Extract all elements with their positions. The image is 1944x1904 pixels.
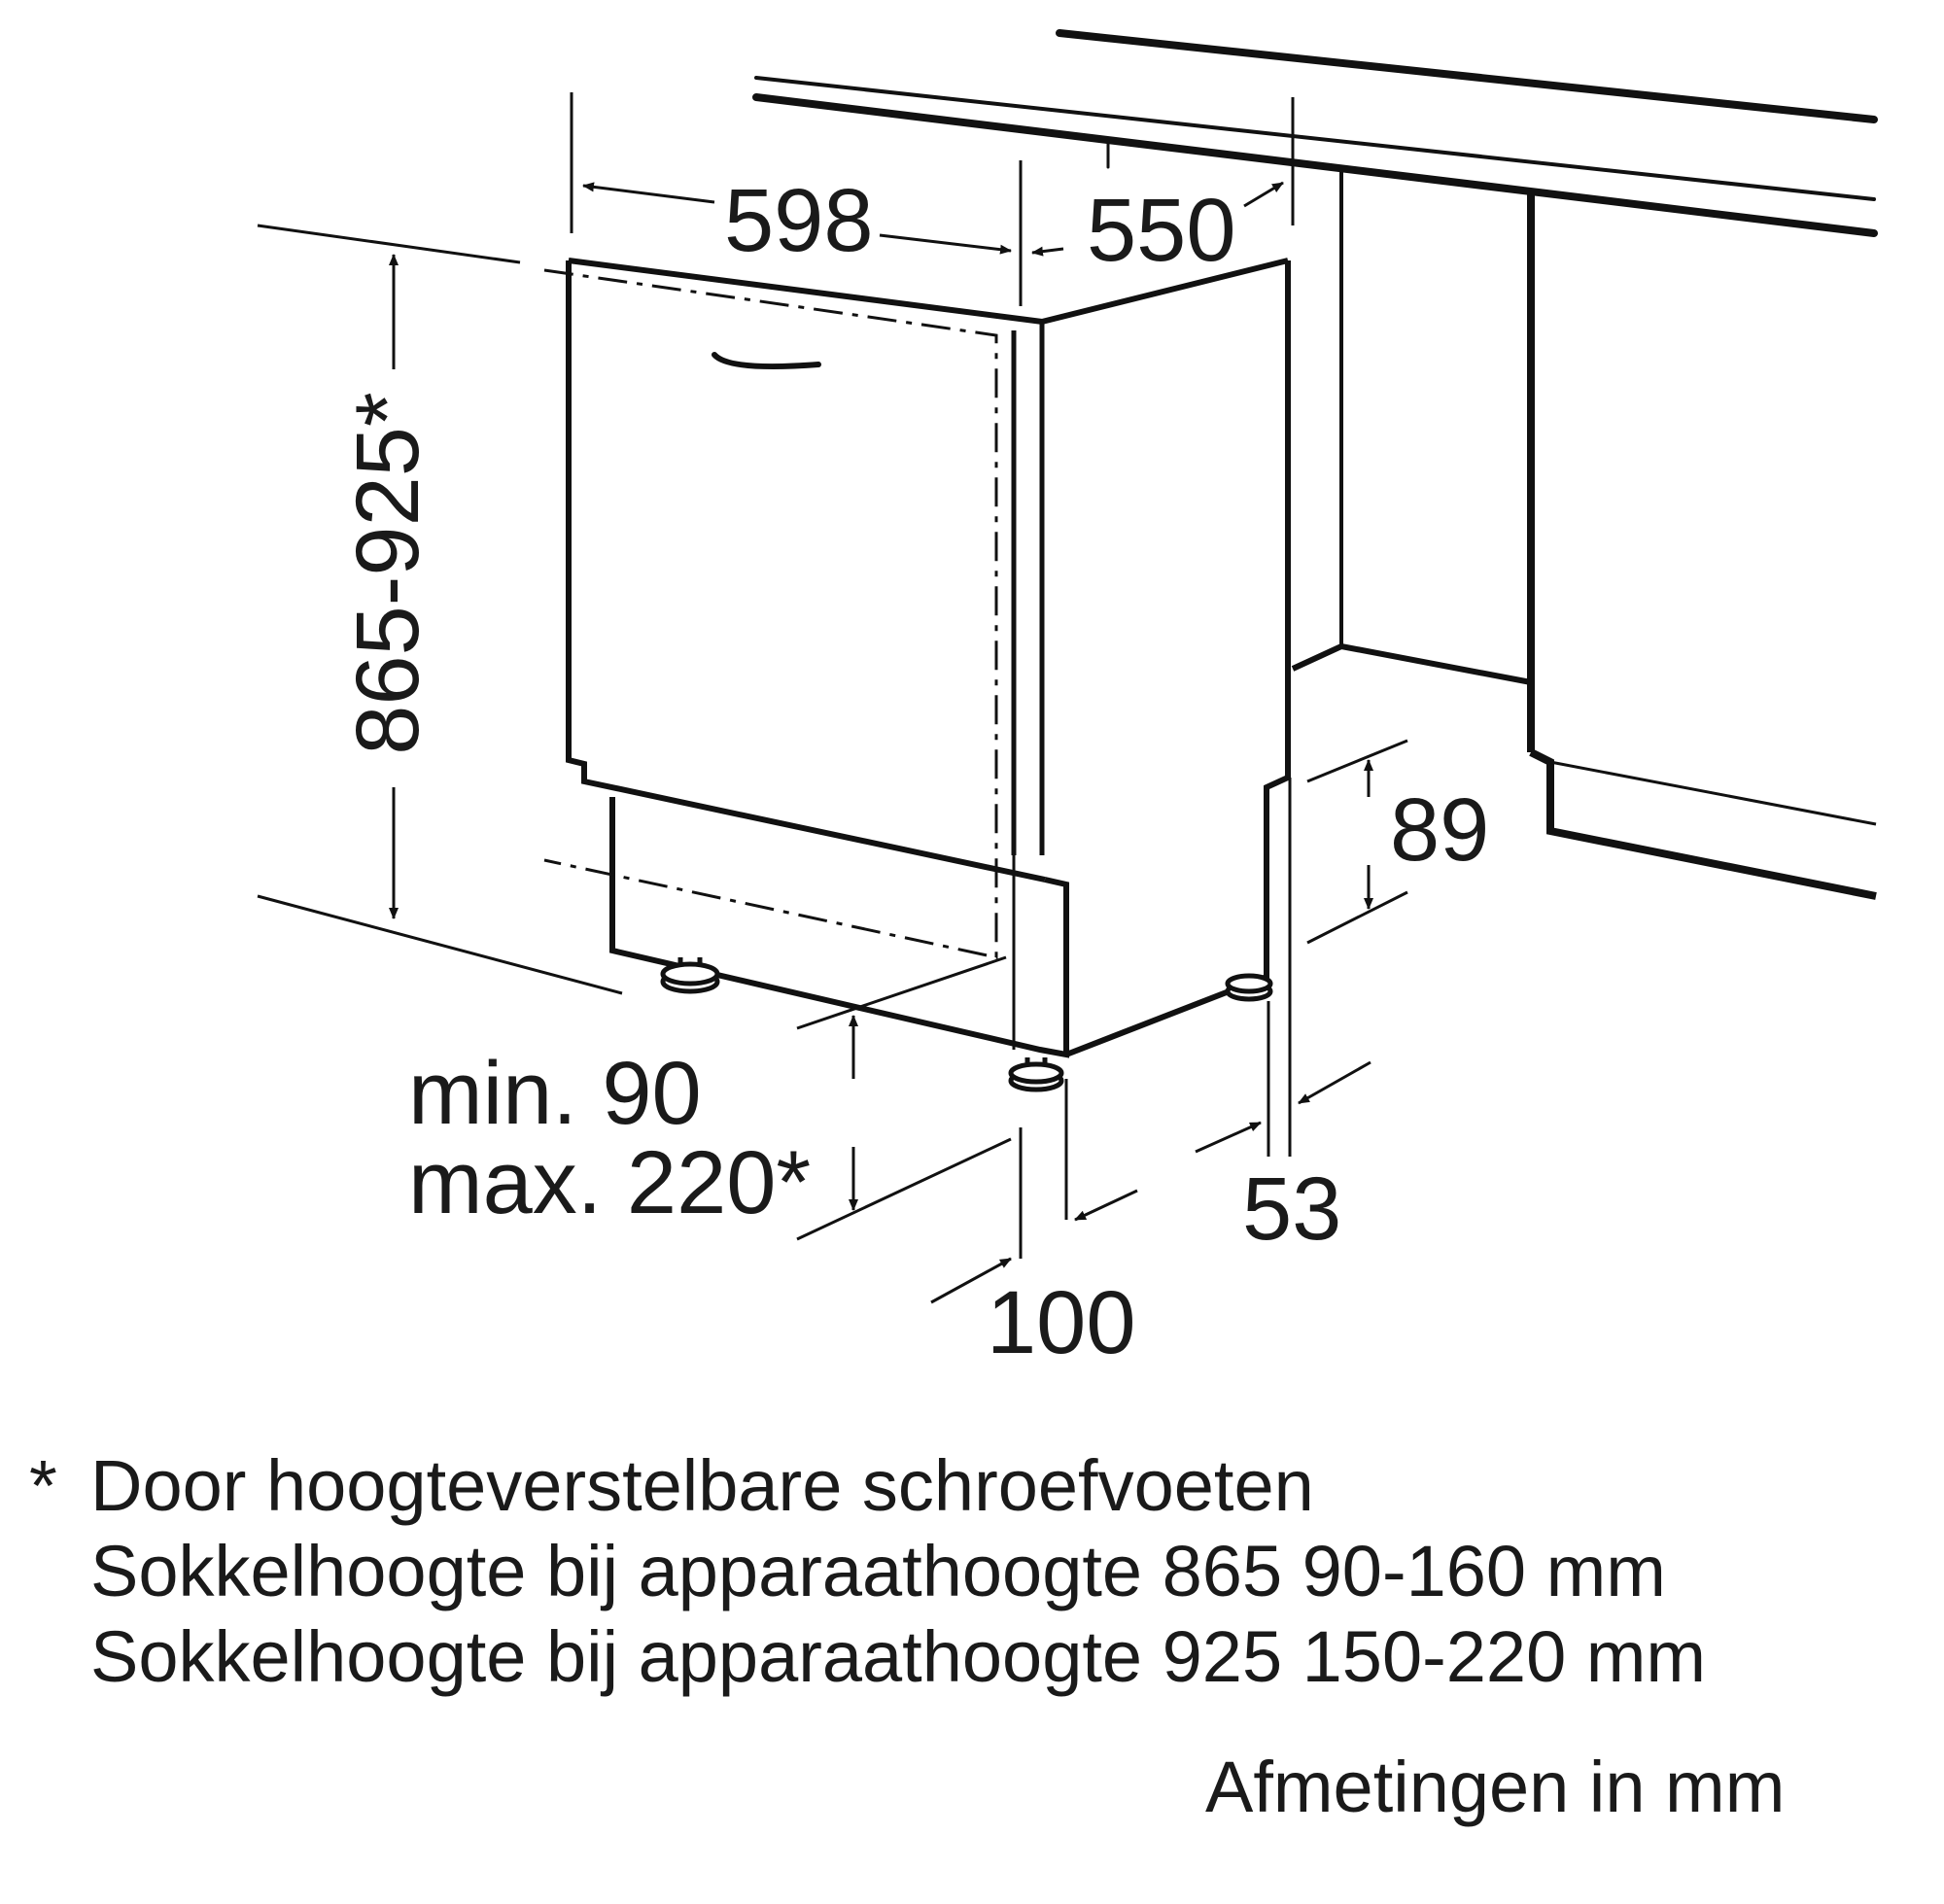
width-label: 598: [724, 171, 874, 270]
units-note: Afmetingen in mm: [1205, 1747, 1786, 1827]
plinth-max-label: max. 220*: [408, 1133, 812, 1232]
height-label: 865-925*: [338, 392, 437, 755]
plinth-min-label: min. 90: [408, 1044, 702, 1143]
footnote-line-2: Sokkelhoogte bij apparaathoogte 865 90-160 mm: [90, 1531, 1666, 1611]
countertop: [756, 33, 1874, 233]
dishwasher-body: [569, 260, 1288, 1055]
footnote-marker: *: [29, 1445, 57, 1526]
side-gap-label: 53: [1242, 1160, 1342, 1259]
handle-icon: [714, 355, 818, 366]
depth-label: 550: [1087, 181, 1236, 280]
footnote-line-1: Door hoogteverstelbare schroefvoeten: [90, 1445, 1314, 1526]
footnote-line-3: Sokkelhoogte bij apparaathoogte 925 150-220 mm: [90, 1616, 1707, 1697]
feet: [663, 957, 1270, 1090]
neighbour-cabinet: [1293, 169, 1876, 896]
door-offset-label: 100: [987, 1273, 1136, 1372]
toe-kick-label: 89: [1390, 780, 1490, 880]
footnote: [90, 1443, 1706, 1700]
